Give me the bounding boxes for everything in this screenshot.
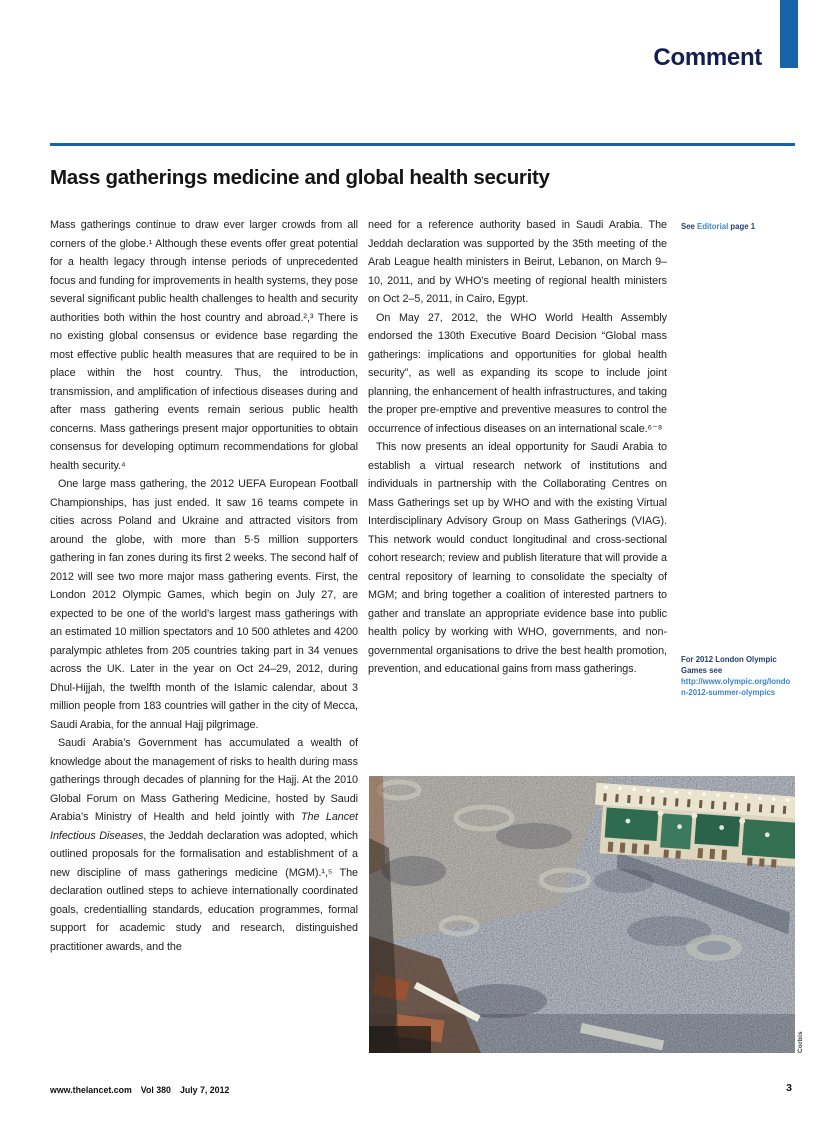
paragraph-6: This now presents an ideal opportunity for Saudi Arabia to establish a virtual research network of institutions and individuals in partnership with the Collaborating Centres on Mass Gatherings set up by WHO and with the existing Virtual Interdisciplinary Advisory Group on Mass Gatherings (VIAG). This network would conduct longitudinal and cross-sectional cohort research; review and publish literature that will provide a central repository of learning to consolidate the specialty of MGM; and bring together a coalition of interested partners to gather and translate an appropriate evidence base into public health policy by working with WHO, governments, and non-governmental organisations to drive the best health promotion, prevention, and educational gains from mass gatherings. <box>368 441 667 675</box>
margin-note-bold-text: For 2012 London Olympic Games <box>681 655 777 675</box>
margin-note-text-cont: page 1 <box>728 222 756 231</box>
photo-credit: Corbis <box>797 1031 804 1053</box>
margin-note-see: see <box>707 666 723 675</box>
journal-url[interactable]: www.thelancet.com <box>50 1085 132 1095</box>
header-rule <box>50 143 795 146</box>
hajj-photo-graphic <box>369 776 795 1053</box>
journal-name-italic: The Lancet Infectious Diseases <box>50 811 358 842</box>
paragraph-4: need for a reference authority based in Saudi Arabia. The Jeddah declaration was supported by the 35th meeting of the Arab League health ministers in Beirut, Lebanon, on March 9–10, 2011, and by WHO’s meeting of regional health ministers on Oct 2–5, 2011, in Cairo, Egypt. <box>368 219 667 305</box>
issue-date: July 7, 2012 <box>179 1085 230 1095</box>
page-number: 3 <box>786 1082 792 1094</box>
paragraph-5: On May 27, 2012, the WHO World Health Assembly endorsed the 130th Executive Board Decision “Global mass gatherings: implications and opportunities for global health security”, as well as expanding its scope to include joint planning, the enhancement of health infrastructures, and taking the proper pre-emptive and preventive measures to control the occurrence of infectious diseases on an international scale.⁶⁻⁸ <box>368 311 667 435</box>
text-column-left <box>50 216 358 956</box>
text-column-right <box>368 216 667 679</box>
section-header: Comment <box>653 44 762 71</box>
paragraph-1: Mass gatherings continue to draw ever larger crowds from all corners of the globe.¹ Although these events offer great potential for a health legacy through intense periods of unprecedented focus and funding for improvements in health systems, they pose several significant public health challenges to health and security authorities both within the host country and abroad.²,³ There is no existing global consensus or evidence base regarding the most effective public health measures that are required to be in place within the host country. Thus, the introduction, transmission, and amplification of infectious diseases during and after mass gathering events remain serious public health concerns. Mass gatherings present major opportunities to obtain consensus for developing optimum recommendations for global health security.⁴ <box>50 219 358 472</box>
margin-note-olympics <box>681 654 795 698</box>
footer <box>50 1085 238 1095</box>
margin-note-text: See <box>681 222 698 231</box>
paragraph-2: One large mass gathering, the 2012 UEFA European Football Championships, has just ended. It saw 16 teams compete in cities across Poland and Ukraine and attracted visitors from around the globe, with more than 5·5 million supporters gathering in fan zones during its first 2 weeks. The second half of 2012 will see two more major mass gathering events. First, the London 2012 Olympic Games, which begin on July 27, are expected to be one of the world’s largest mass gatherings with an estimated 10 million spectators and 10 500 athletes and 4200 paralympic athletes from 205 countries taking part in 34 venues across the UK. Later in the year on Oct 24–29, 2012, during Dhul-Hijjah, the twelfth month of the Islamic calendar, about 3 million people from 183 countries will gather in the city of Mecca, Saudi Arabia, for the annual Hajj pilgrimage. <box>50 478 358 731</box>
volume-label: Vol 380 <box>140 1085 171 1095</box>
paragraph-3-text-cont: , the Jeddah declaration was adopted, which outlined proposals for the formalisation and establishment of a new discipline of mass gatherings medicine (MGM).¹,⁵ The declaration outlined steps to achieve internationally coordinated goals, credentialling standards, education programmes, formal support for academic study and research, distinguished practitioner awards, and the <box>50 829 358 953</box>
hajj-aerial-photo <box>369 776 795 1053</box>
paragraph-3 <box>50 734 358 956</box>
section-accent-bar <box>780 0 798 68</box>
olympics-url-link[interactable]: http://www.olympic.org/london-2012-summer-olympics <box>681 677 791 697</box>
editorial-link[interactable]: Editorial <box>697 222 729 231</box>
article-title: Mass gatherings medicine and global health security <box>50 166 550 189</box>
margin-note-editorial <box>681 221 795 232</box>
paragraph-3-text: Saudi Arabia’s Government has accumulated a wealth of knowledge about the management of risks to health during mass gatherings through decades of planning for the Hajj. At the 2010 Global Forum on Mass Gathering Medicine, hosted by Saudi Arabia’s Ministry of Health and held jointly with <box>50 737 358 823</box>
